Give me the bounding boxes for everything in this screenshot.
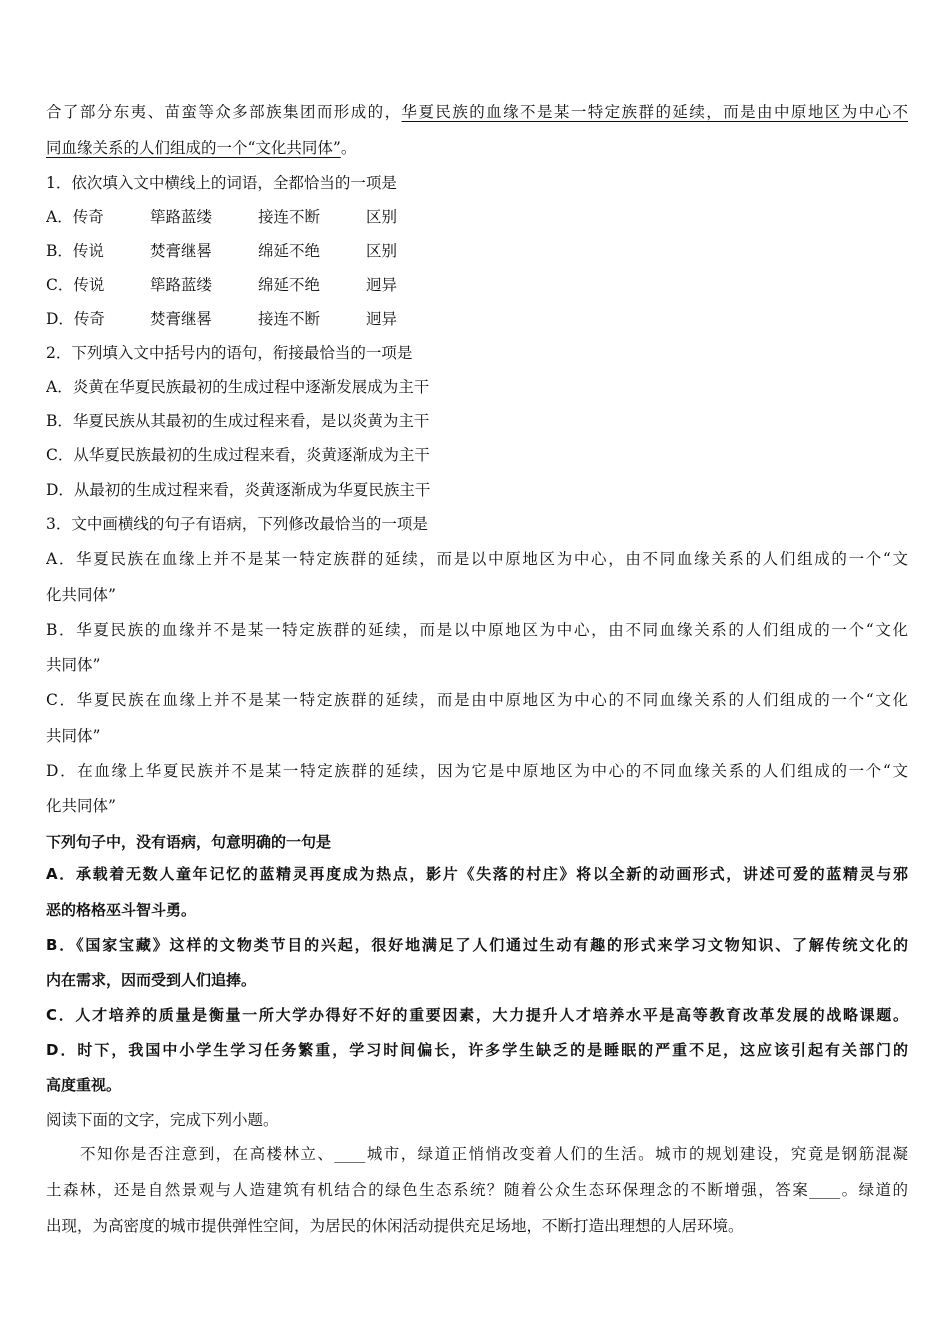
option-word: 接连不断: [258, 310, 321, 328]
q2-stem: 2．下列填入文中括号内的语句，衔接最恰当的一项是: [46, 344, 413, 362]
passage-text: 合了部分东夷、苗蛮等众多部族集团而形成的，: [46, 103, 402, 121]
q1-option-d: [46, 309, 908, 329]
q3-option-b-cont: 共同体”: [46, 656, 101, 674]
option-label: C．传说: [46, 276, 105, 294]
q3-option-d: D．在血缘上华夏民族并不是某一特定族群的延续，因为它是中原地区为中心的不同血缘关系的人们组成的一个“文: [46, 762, 908, 780]
q1-option-b: [46, 241, 908, 261]
option-word: 筚路蓝缕: [150, 276, 213, 294]
q3-option-c-cont: 共同体”: [46, 727, 101, 745]
option-word: 区别: [366, 242, 398, 260]
q2-option-a: A．炎黄在华夏民族最初的生成过程中逐渐发展成为主干: [46, 378, 430, 396]
option-label: D．传奇: [46, 310, 105, 328]
q1-stem: 1．依次填入文中横线上的词语，全都恰当的一项是: [46, 174, 397, 192]
option-word: 迥异: [366, 276, 398, 294]
q4-option-d: D．时下，我国中小学生学习任务繁重，学习时间偏长，许多学生缺乏的是睡眠的严重不足，这应该引起有关部门的: [46, 1041, 908, 1059]
option-word: 焚膏继晷: [150, 242, 213, 260]
q2-option-c: C．从华夏民族最初的生成过程来看，炎黄逐渐成为主干: [46, 446, 430, 464]
option-word: 接连不断: [258, 208, 321, 226]
underlined-sentence-end: 同血缘关系的人们组成的一个“文化共同体”: [46, 139, 341, 157]
option-label: A．传奇: [46, 208, 104, 226]
q2-option-d: D．从最初的生成过程来看，炎黄逐渐成为华夏民族主干: [46, 481, 431, 499]
q4-option-a: A．承载着无数人童年记忆的蓝精灵再度成为热点，影片《失落的村庄》将以全新的动画形式，讲述可爱的蓝精灵与邪: [46, 865, 908, 883]
passage-line-1: [46, 102, 908, 122]
option-word: 筚路蓝缕: [150, 208, 213, 226]
option-word: 绵延不绝: [258, 242, 321, 260]
option-word: 绵延不绝: [258, 276, 321, 294]
q3-option-d-cont: 化共同体”: [46, 797, 116, 815]
option-word: 迥异: [366, 310, 398, 328]
option-word: 区别: [366, 208, 398, 226]
q3-option-b: B．华夏民族的血缘并不是某一特定族群的延续，而是以中原地区为中心，由不同血缘关系的人们组成的一个“文化: [46, 621, 908, 639]
q3-stem: 3．文中画横线的句子有语病，下列修改最恰当的一项是: [46, 515, 428, 533]
passage-line-2: [46, 138, 908, 158]
reading-paragraph-line-3: 出现，为高密度的城市提供弹性空间，为居民的休闲活动提供充足场地，不断打造出理想的人居环境。: [46, 1217, 744, 1235]
q4-option-b-cont: 内在需求，因而受到人们追捧。: [46, 971, 257, 989]
reading-paragraph-line-2: 土森林，还是自然景观与人造建筑有机结合的绿色生态系统？随着公众生态环保理念的不断增强，答案____。绿道的: [46, 1181, 908, 1199]
reading-paragraph-line-1: 不知你是否注意到，在高楼林立、____城市，绿道正悄悄改变着人们的生活。城市的规划建设，究竟是钢筋混凝: [80, 1145, 908, 1163]
q3-option-a: A．华夏民族在血缘上并不是某一特定族群的延续，而是以中原地区为中心，由不同血缘关系的人们组成的一个“文: [46, 550, 908, 568]
option-label: B．传说: [46, 242, 104, 260]
q4-option-c: C．人才培养的质量是衡量一所大学办得好不好的重要因素，大力提升人才培养水平是高等教育改革发展的战略课题。: [46, 1006, 908, 1024]
q4-option-a-cont: 恶的格格巫斗智斗勇。: [46, 901, 197, 919]
q4-option-d-cont: 高度重视。: [46, 1076, 122, 1094]
q3-option-a-cont: 化共同体”: [46, 586, 116, 604]
reading-intro: 阅读下面的文字，完成下列小题。: [46, 1111, 279, 1129]
underlined-sentence: 华夏民族的血缘不是某一特定族群的延续，而是由中原地区为中心不: [401, 103, 908, 121]
q4-stem: 下列句子中，没有语病，句意明确的一句是: [46, 833, 332, 851]
q2-option-b: B．华夏民族从其最初的生成过程来看，是以炎黄为主干: [46, 412, 430, 430]
q1-option-c: [46, 275, 908, 295]
option-word: 焚膏继晷: [150, 310, 213, 328]
q3-option-c: C．华夏民族在血缘上并不是某一特定族群的延续，而是由中原地区为中心的不同血缘关系的人们组成的一个“文化: [46, 691, 908, 709]
q4-option-b: B．《国家宝藏》这样的文物类节目的兴起，很好地满足了人们通过生动有趣的形式来学习文物知识、了解传统文化的: [46, 936, 908, 954]
passage-period: 。: [340, 139, 357, 157]
q1-option-a: [46, 207, 908, 227]
